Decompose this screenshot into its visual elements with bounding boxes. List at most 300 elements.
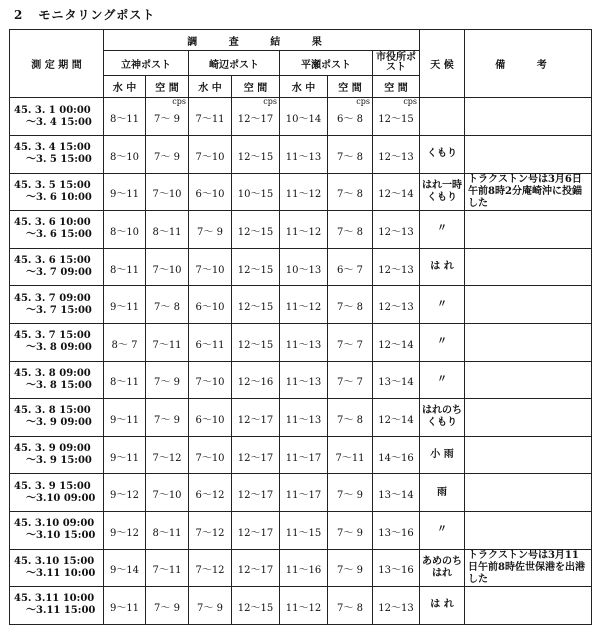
table-row (10, 511, 592, 549)
value-text: 7～10 (195, 452, 225, 464)
value-text: 7～10 (152, 189, 182, 201)
value-cell (146, 211, 189, 249)
value-text: 8～ 7 (111, 339, 138, 351)
header-water: 水 中 (189, 76, 232, 98)
value-text: 12～15 (237, 264, 274, 276)
unit-label: cps (356, 97, 370, 106)
value-text: 12～14 (378, 414, 414, 426)
value-text: 12～17 (237, 565, 274, 577)
value-text: 11～13 (285, 151, 322, 163)
header-weather: 天 候 (420, 30, 465, 98)
value-cell (280, 211, 328, 249)
header-post-tategami: 立神ポスト (104, 51, 189, 76)
table-row (10, 436, 592, 474)
value-text: 9～11 (109, 189, 140, 201)
value-cell (189, 436, 232, 474)
period-start: 45. 3. 6 15:00 (14, 255, 91, 267)
period-end: ～3. 6 10:00 (26, 191, 92, 203)
value-text: 12～17 (237, 527, 274, 539)
value-cell (328, 399, 373, 437)
value-text: 11～15 (285, 527, 322, 539)
value-text: 7～ 9 (154, 114, 180, 125)
header-post-sakibe: 崎辺ポスト (189, 51, 280, 76)
value-text: 7～ 7 (337, 377, 363, 389)
value-cell (232, 436, 280, 474)
value-text: 10～13 (285, 264, 322, 276)
value-cell (104, 474, 146, 512)
value-text: 7～10 (152, 264, 182, 276)
period-start: 45. 3. 4 15:00 (14, 142, 91, 154)
value-cell (146, 173, 189, 211)
value-text: 12～16 (237, 377, 274, 389)
weather-cell: は れ (420, 248, 465, 286)
value-text: 7～11 (152, 565, 182, 577)
value-text: 9～11 (109, 602, 140, 614)
period-end: ～3.10 15:00 (26, 530, 96, 542)
remarks-cell (465, 136, 592, 174)
value-text: 8～11 (152, 226, 182, 238)
value-cell (232, 286, 280, 324)
value-text: 7～ 8 (337, 602, 363, 614)
value-text: 7～ 9 (337, 565, 363, 577)
value-cell (373, 474, 420, 512)
value-cell (146, 136, 189, 174)
period-cell (10, 323, 104, 361)
value-text: 6～10 (195, 189, 225, 201)
value-cell (280, 511, 328, 549)
value-text: 9～11 (109, 452, 140, 464)
value-text: 12～13 (378, 151, 414, 163)
remarks-cell (465, 286, 592, 324)
header-period: 測 定 期 間 (10, 30, 104, 98)
value-cell (189, 549, 232, 587)
value-text: 6～12 (195, 490, 225, 502)
section-number: 2 (14, 8, 24, 22)
value-text: 6～11 (195, 339, 225, 351)
value-text: 12～13 (378, 264, 414, 276)
value-cell (104, 98, 146, 136)
value-text: 13～14 (378, 490, 414, 502)
value-cell (373, 511, 420, 549)
value-cell (328, 173, 373, 211)
value-text: 12～13 (378, 226, 414, 238)
value-cell (189, 286, 232, 324)
unit-label: cps (403, 97, 418, 106)
value-text: 14～16 (378, 452, 414, 464)
value-cell (189, 248, 232, 286)
remarks-cell (465, 361, 592, 399)
value-cell (104, 436, 146, 474)
table-row (10, 173, 592, 211)
value-cell (373, 248, 420, 286)
period-end: ～3. 4 15:00 (26, 116, 92, 128)
value-text: 7～10 (195, 377, 225, 389)
value-cell (280, 286, 328, 324)
weather-cell: は れ (420, 587, 465, 625)
value-text: 12～13 (378, 602, 414, 614)
value-text: 13～16 (378, 527, 414, 539)
period-cell (10, 173, 104, 211)
value-text: 7～11 (195, 114, 225, 125)
table-row (10, 361, 592, 399)
value-text: 11～12 (285, 189, 322, 201)
weather-cell: 〃 (420, 511, 465, 549)
value-text: 12～15 (237, 339, 274, 351)
period-start: 45. 3. 5 15:00 (14, 179, 91, 191)
value-text: 11～12 (285, 302, 322, 314)
period-start: 45. 3. 6 10:00 (14, 217, 91, 229)
value-text: 13～14 (378, 377, 414, 389)
value-cell (104, 587, 146, 625)
value-cell (104, 173, 146, 211)
value-cell (328, 286, 373, 324)
value-text: 7～ 9 (197, 226, 223, 238)
period-end: ～3. 5 15:00 (26, 154, 92, 166)
value-cell (104, 136, 146, 174)
period-cell (10, 286, 104, 324)
value-text: 6～10 (195, 302, 225, 314)
period-start: 45. 3. 9 09:00 (14, 443, 91, 455)
value-text: 12～15 (378, 114, 414, 125)
period-end: ～3.11 10:00 (26, 567, 96, 579)
value-cell (146, 587, 189, 625)
value-cell (189, 136, 232, 174)
value-cell (146, 98, 189, 136)
value-text: 12～14 (378, 339, 414, 351)
value-text: 11～13 (285, 414, 322, 426)
period-cell (10, 436, 104, 474)
value-text: 7～12 (152, 452, 182, 464)
value-text: 9～11 (109, 414, 140, 426)
remarks-cell (465, 399, 592, 437)
value-cell (328, 136, 373, 174)
remarks-cell (465, 511, 592, 549)
value-cell (280, 323, 328, 361)
value-text: 7～11 (335, 452, 365, 464)
weather-cell: あめのちはれ (420, 549, 465, 587)
value-cell (146, 248, 189, 286)
value-text: 11～13 (285, 339, 322, 351)
value-cell (189, 173, 232, 211)
value-cell (280, 98, 328, 136)
section-title: モニタリングポスト (38, 8, 156, 22)
value-cell (104, 549, 146, 587)
value-text: 12～17 (237, 490, 274, 502)
value-text: 8～11 (152, 527, 182, 539)
value-cell (104, 211, 146, 249)
value-text: 7～10 (152, 490, 182, 502)
value-text: 7～ 8 (154, 302, 180, 314)
value-text: 8～10 (109, 151, 140, 163)
section-heading (14, 6, 155, 23)
value-text: 7～ 9 (154, 377, 180, 389)
table-row (10, 323, 592, 361)
value-cell (373, 549, 420, 587)
period-cell (10, 248, 104, 286)
value-cell (146, 511, 189, 549)
period-end: ～3. 9 15:00 (26, 455, 92, 467)
value-text: 10～14 (285, 114, 322, 125)
period-start: 45. 3.10 15:00 (14, 555, 95, 567)
value-text: 7～ 9 (154, 602, 180, 614)
value-cell (189, 399, 232, 437)
value-cell (328, 511, 373, 549)
remarks-cell (465, 587, 592, 625)
period-end: ～3. 8 09:00 (26, 342, 92, 354)
value-cell (189, 98, 232, 136)
remarks-cell (465, 323, 592, 361)
value-cell (373, 173, 420, 211)
value-cell (189, 361, 232, 399)
value-text: 11～12 (285, 226, 322, 238)
weather-cell: はれのちくもり (420, 399, 465, 437)
value-text: 7～ 8 (337, 189, 363, 201)
value-cell (373, 323, 420, 361)
value-cell (373, 399, 420, 437)
value-text: 12～17 (237, 414, 274, 426)
value-cell (232, 511, 280, 549)
value-text: 7～ 8 (337, 226, 363, 238)
value-cell (328, 248, 373, 286)
value-cell (104, 399, 146, 437)
value-text: 7～ 9 (337, 527, 363, 539)
period-start: 45. 3. 8 09:00 (14, 367, 91, 379)
value-text: 9～11 (109, 302, 140, 314)
header-air: 空 間 (146, 76, 189, 98)
value-cell (373, 286, 420, 324)
table-row (10, 587, 592, 625)
value-cell (373, 436, 420, 474)
value-cell (232, 587, 280, 625)
period-start: 45. 3.10 09:00 (14, 518, 95, 530)
value-cell (189, 211, 232, 249)
value-cell (146, 549, 189, 587)
period-start: 45. 3. 8 15:00 (14, 405, 91, 417)
header-post-hirase: 平瀬ポスト (280, 51, 373, 76)
value-cell (280, 361, 328, 399)
value-text: 7～ 8 (337, 302, 363, 314)
value-text: 12～13 (378, 302, 414, 314)
value-text: 13～16 (378, 565, 414, 577)
value-text: 7～12 (195, 527, 225, 539)
value-text: 7～ 8 (337, 151, 363, 163)
unit-label: cps (263, 97, 277, 106)
value-text: 6～ 7 (337, 264, 363, 276)
value-cell (232, 248, 280, 286)
value-text: 6～10 (195, 414, 225, 426)
value-text: 12～14 (378, 189, 414, 201)
value-cell (280, 549, 328, 587)
value-cell (373, 361, 420, 399)
table-row (10, 549, 592, 587)
table-row (10, 248, 592, 286)
header-air: 空 間 (328, 76, 373, 98)
period-end: ～3.11 15:00 (26, 605, 96, 617)
period-end: ～3. 7 15:00 (26, 304, 92, 316)
value-cell (232, 361, 280, 399)
value-cell (104, 248, 146, 286)
weather-cell: 〃 (420, 323, 465, 361)
value-cell (280, 399, 328, 437)
value-cell (146, 436, 189, 474)
value-cell (232, 98, 280, 136)
value-cell (328, 474, 373, 512)
value-text: 12～17 (237, 452, 274, 464)
value-cell (280, 173, 328, 211)
value-text: 9～14 (109, 565, 140, 577)
value-cell (280, 474, 328, 512)
value-cell (232, 211, 280, 249)
period-cell (10, 98, 104, 136)
value-cell (104, 323, 146, 361)
value-cell (280, 436, 328, 474)
value-text: 12～15 (237, 302, 274, 314)
value-text: 11～17 (285, 452, 322, 464)
weather-cell: 小 雨 (420, 436, 465, 474)
value-text: 12～15 (237, 151, 274, 163)
header-air: 空 間 (232, 76, 280, 98)
weather-cell: 〃 (420, 211, 465, 249)
table-row (10, 98, 592, 136)
value-cell (280, 248, 328, 286)
table-row (10, 474, 592, 512)
remarks-cell (465, 248, 592, 286)
value-text: 8～11 (109, 114, 140, 125)
period-end: ～3. 6 15:00 (26, 229, 92, 241)
weather-cell: はれ一時くもり (420, 173, 465, 211)
period-start: 45. 3.11 10:00 (14, 593, 95, 605)
value-cell (232, 136, 280, 174)
value-text: 9～12 (109, 490, 140, 502)
period-cell (10, 211, 104, 249)
value-cell (232, 323, 280, 361)
period-cell (10, 399, 104, 437)
value-cell (328, 436, 373, 474)
value-cell (328, 361, 373, 399)
value-text: 7～10 (195, 151, 225, 163)
table-row (10, 399, 592, 437)
period-cell (10, 587, 104, 625)
header-post-shiyakusho: 市役所ポスト (373, 51, 420, 76)
period-cell (10, 136, 104, 174)
value-text: 11～16 (285, 565, 322, 577)
remarks-cell (465, 474, 592, 512)
period-start: 45. 3. 9 15:00 (14, 480, 91, 492)
value-text: 7～ 9 (337, 490, 363, 502)
value-cell (373, 211, 420, 249)
value-cell (104, 286, 146, 324)
value-cell (328, 98, 373, 136)
value-text: 8～10 (109, 226, 140, 238)
period-end: ～3. 9 09:00 (26, 417, 92, 429)
remarks-cell: トラクストン号は3月11日午前8時佐世保港を出港した (465, 549, 592, 587)
table-row (10, 136, 592, 174)
value-text: 8～11 (109, 264, 140, 276)
value-text: 7～ 7 (337, 339, 363, 351)
value-cell (232, 399, 280, 437)
value-text: 11～17 (285, 490, 322, 502)
period-start: 45. 3. 7 09:00 (14, 292, 91, 304)
value-cell (373, 136, 420, 174)
remarks-cell: トラクストン号は3月6日午前8時2分庵崎沖に投錨した (465, 173, 592, 211)
unit-label: cps (172, 97, 186, 106)
remarks-cell (465, 98, 592, 136)
value-cell (232, 474, 280, 512)
value-text: 7～10 (195, 264, 225, 276)
value-text: 9～12 (109, 527, 140, 539)
header-remarks: 備 考 (465, 30, 592, 98)
value-text: 7～ 8 (337, 414, 363, 426)
value-cell (189, 323, 232, 361)
header-air: 空 間 (373, 76, 420, 98)
value-cell (146, 474, 189, 512)
value-cell (146, 323, 189, 361)
weather-cell (420, 98, 465, 136)
value-text: 12～17 (237, 114, 274, 125)
value-cell (189, 474, 232, 512)
value-cell (146, 361, 189, 399)
remarks-cell (465, 211, 592, 249)
value-text: 7～12 (195, 565, 225, 577)
value-text: 7～11 (152, 339, 182, 351)
value-cell (328, 587, 373, 625)
value-cell (189, 511, 232, 549)
value-text: 8～11 (109, 377, 140, 389)
value-text: 12～15 (237, 602, 274, 614)
value-cell (104, 511, 146, 549)
weather-cell: 〃 (420, 361, 465, 399)
weather-cell: 雨 (420, 474, 465, 512)
period-cell (10, 361, 104, 399)
weather-cell: 〃 (420, 286, 465, 324)
value-cell (328, 549, 373, 587)
value-cell (232, 173, 280, 211)
table-row (10, 286, 592, 324)
weather-cell: くもり (420, 136, 465, 174)
monitoring-table (9, 29, 592, 625)
value-cell (189, 587, 232, 625)
period-end: ～3. 8 15:00 (26, 379, 92, 391)
value-text: 7～ 9 (154, 151, 180, 163)
period-cell (10, 474, 104, 512)
value-cell (280, 136, 328, 174)
period-start: 45. 3. 1 00:00 (14, 104, 91, 116)
period-end: ～3. 7 09:00 (26, 267, 92, 279)
value-text: 12～15 (237, 226, 274, 238)
remarks-cell (465, 436, 592, 474)
value-text: 11～12 (285, 602, 322, 614)
value-cell (373, 587, 420, 625)
value-cell (104, 361, 146, 399)
header-water: 水 中 (280, 76, 328, 98)
value-text: 7～ 9 (154, 414, 180, 426)
value-cell (328, 323, 373, 361)
header-water: 水 中 (104, 76, 146, 98)
period-start: 45. 3. 7 15:00 (14, 330, 91, 342)
value-cell (280, 587, 328, 625)
value-cell (146, 399, 189, 437)
value-cell (328, 211, 373, 249)
period-end: ～3.10 09:00 (26, 492, 96, 504)
value-cell (146, 286, 189, 324)
value-cell (232, 549, 280, 587)
period-cell (10, 549, 104, 587)
value-text: 6～ 8 (337, 114, 363, 125)
value-cell (373, 98, 420, 136)
header-results: 調 査 結 果 (104, 30, 420, 51)
value-text: 7～ 9 (197, 602, 223, 614)
value-text: 11～13 (285, 377, 322, 389)
